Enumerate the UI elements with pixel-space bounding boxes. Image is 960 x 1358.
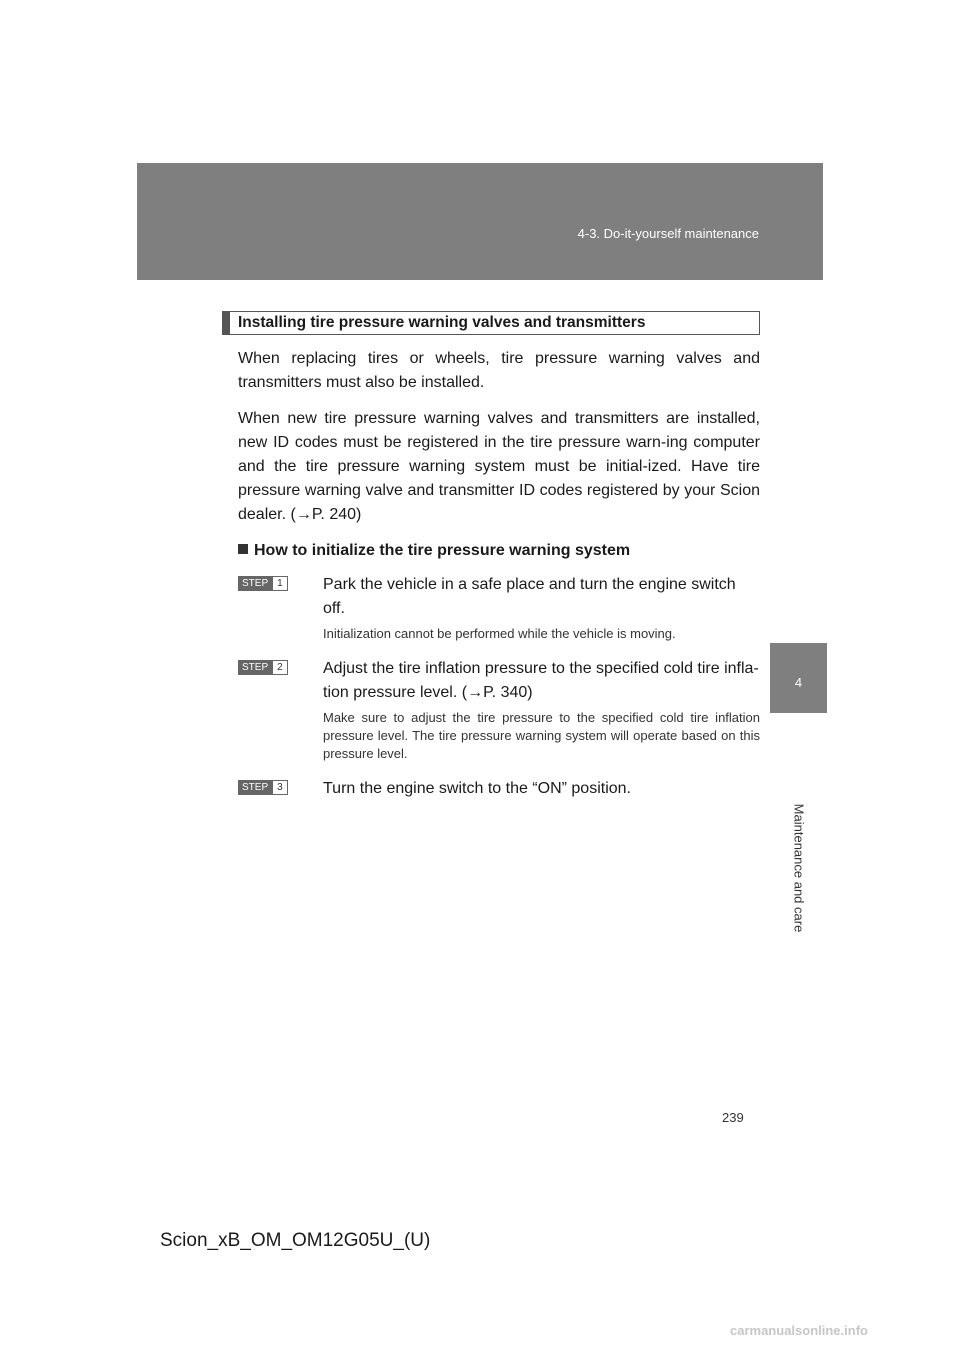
paragraph: When replacing tires or wheels, tire pressure warning valves and transmitters must also be installed.: [238, 350, 760, 391]
step-badge: [238, 660, 288, 675]
page-number: 239: [722, 1110, 744, 1125]
step: [222, 573, 760, 643]
step-text: Park the vehicle in a safe place and turn the engine switch off.: [323, 576, 736, 617]
paragraph: When new tire pressure warning valves and transmitters are installed, new ID codes must be registered in the tire pressure warn-ing computer and the tire pressure warning system must be initial-ized. Have tire pressure warning valve and transmitter ID codes registered by your Scion dealer. (→P. 240): [238, 410, 760, 523]
content: [222, 311, 760, 801]
step-number: 3: [272, 780, 288, 795]
step-note: Initialization cannot be performed while the vehicle is moving.: [323, 626, 676, 641]
section-heading: Installing tire pressure warning valves and transmitters: [222, 311, 760, 335]
step-number: 1: [272, 576, 288, 591]
subheading: [238, 539, 760, 563]
step-word: STEP: [238, 780, 272, 795]
subheading-text: How to initialize the tire pressure warning system: [254, 542, 631, 559]
footer-code: Scion_xB_OM_OM12G05U_(U): [160, 1230, 431, 1251]
step-note: Make sure to adjust the tire pressure to the specified cold tire inflation pressure level. The tire pressure warning system will operate based on this pressure level.: [323, 710, 760, 761]
step-number: 2: [272, 660, 288, 675]
chapter-label: Maintenance and care: [791, 803, 807, 933]
step-text: Turn the engine switch to the “ON” position.: [323, 780, 631, 797]
step-badge: [238, 576, 288, 591]
section-label: 4-3. Do-it-yourself maintenance: [577, 226, 759, 241]
chapter-number: 4: [794, 675, 803, 690]
step: [222, 657, 760, 763]
square-bullet-icon: [238, 544, 248, 554]
watermark: carmanualsonline.info: [730, 1323, 868, 1338]
step-text: Adjust the tire inflation pressure to the specified cold tire infla-tion pressure level. (→P. 340): [323, 660, 759, 701]
chapter-tab: [770, 643, 827, 713]
step-badge: [238, 780, 288, 795]
step: [222, 777, 760, 801]
header-band: [137, 163, 823, 280]
step-word: STEP: [238, 660, 272, 675]
step-word: STEP: [238, 576, 272, 591]
